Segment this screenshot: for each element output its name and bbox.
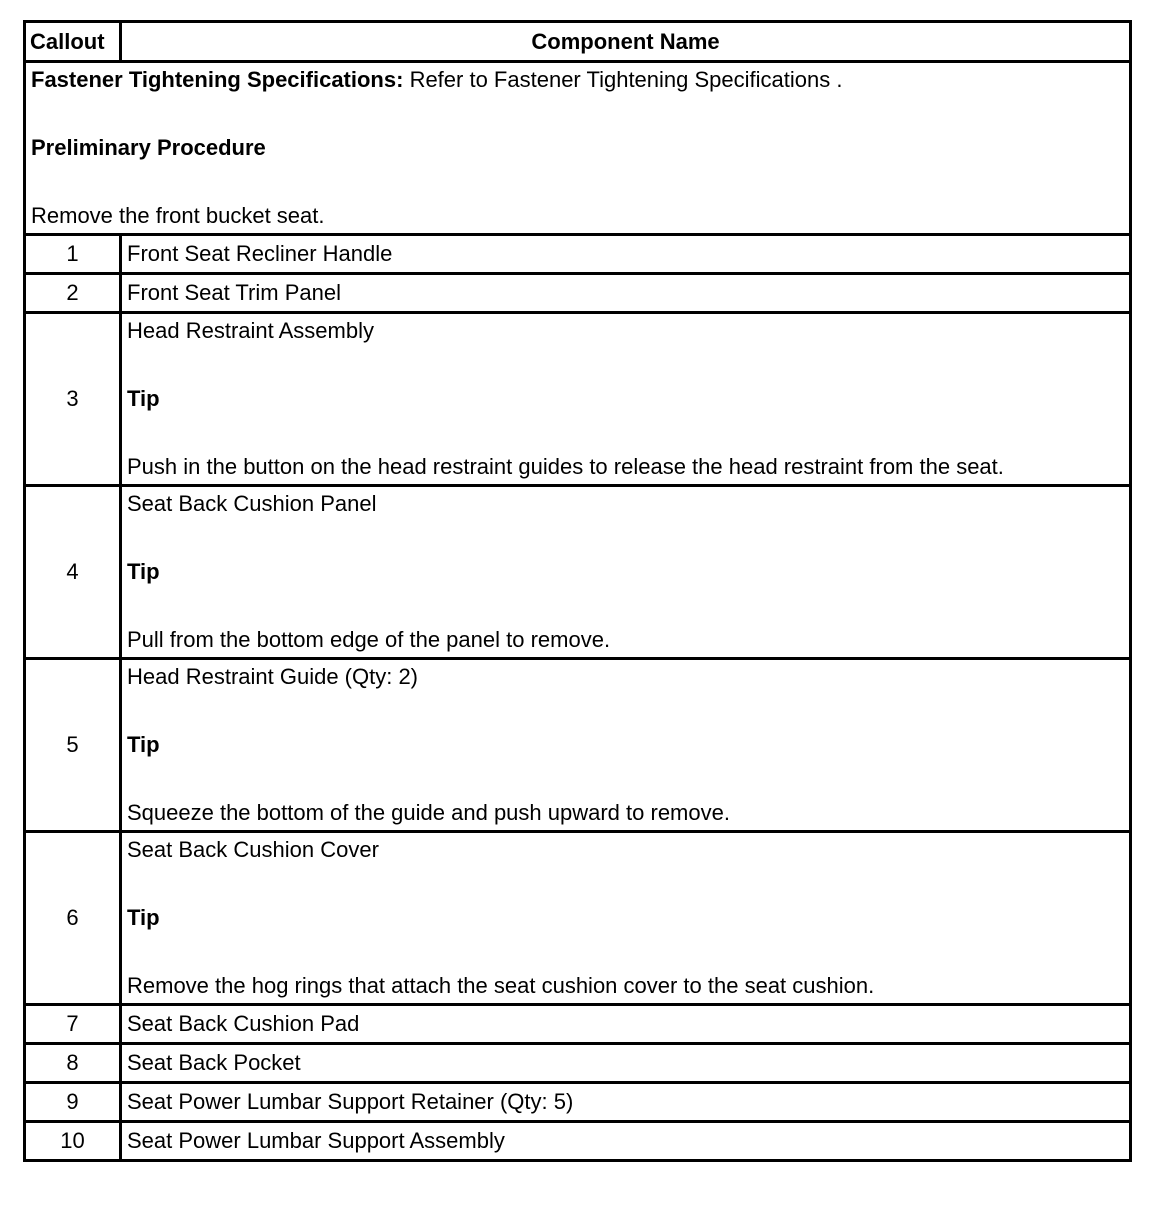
component-name: Seat Back Pocket (121, 1044, 1131, 1083)
component-name: Seat Back Cushion Panel (127, 491, 377, 516)
preliminary-procedure-text: Remove the front bucket seat. (31, 203, 325, 228)
component-name: Head Restraint Assembly (127, 318, 374, 343)
table-row (25, 274, 1131, 313)
callout-number: 6 (25, 832, 121, 1005)
component-name: Head Restraint Guide (Qty: 2) (127, 664, 419, 689)
table-row (25, 235, 1131, 274)
table-header-row (25, 22, 1131, 62)
tip-text: Push in the button on the head restraint guides to release the head restraint from the seat. (127, 454, 1004, 479)
callout-number: 8 (25, 1044, 121, 1083)
component-with-tip (121, 832, 1131, 1005)
tip-text: Pull from the bottom edge of the panel to remove. (127, 627, 611, 652)
component-name: Front Seat Recliner Handle (121, 235, 1131, 274)
tip-label: Tip (127, 559, 160, 584)
fastener-spec-label: Fastener Tightening Specifications: (31, 67, 404, 92)
tip-label: Tip (127, 386, 160, 411)
table-row (25, 1044, 1131, 1083)
component-name: Seat Back Cushion Cover (127, 837, 379, 862)
table-row (25, 313, 1131, 486)
callout-number: 5 (25, 659, 121, 832)
component-table (23, 20, 1132, 1162)
callout-number: 10 (25, 1122, 121, 1161)
table-row (25, 1083, 1131, 1122)
preliminary-row (25, 62, 1131, 235)
tip-text: Squeeze the bottom of the guide and push upward to remove. (127, 800, 730, 825)
callout-number: 4 (25, 486, 121, 659)
component-name: Front Seat Trim Panel (121, 274, 1131, 313)
table-row (25, 486, 1131, 659)
tip-text: Remove the hog rings that attach the seat cushion cover to the seat cushion. (127, 973, 875, 998)
callout-number: 3 (25, 313, 121, 486)
fastener-spec-line (31, 63, 1124, 97)
table-row (25, 832, 1131, 1005)
table-row (25, 1122, 1131, 1161)
preliminary-procedure-title: Preliminary Procedure (31, 135, 266, 160)
preliminary-cell (25, 62, 1131, 235)
component-name: Seat Power Lumbar Support Assembly (121, 1122, 1131, 1161)
component-with-tip (121, 486, 1131, 659)
callout-number: 2 (25, 274, 121, 313)
callout-number: 7 (25, 1005, 121, 1044)
tip-label: Tip (127, 905, 160, 930)
header-component-name: Component Name (121, 22, 1131, 62)
component-with-tip (121, 659, 1131, 832)
fastener-spec-text: Refer to Fastener Tightening Specifications . (409, 67, 843, 92)
component-name: Seat Power Lumbar Support Retainer (Qty: 5) (121, 1083, 1131, 1122)
component-with-tip (121, 313, 1131, 486)
table-row (25, 1005, 1131, 1044)
header-callout: Callout (25, 22, 121, 62)
tip-label: Tip (127, 732, 160, 757)
callout-number: 1 (25, 235, 121, 274)
component-name: Seat Back Cushion Pad (121, 1005, 1131, 1044)
table-row (25, 659, 1131, 832)
callout-number: 9 (25, 1083, 121, 1122)
